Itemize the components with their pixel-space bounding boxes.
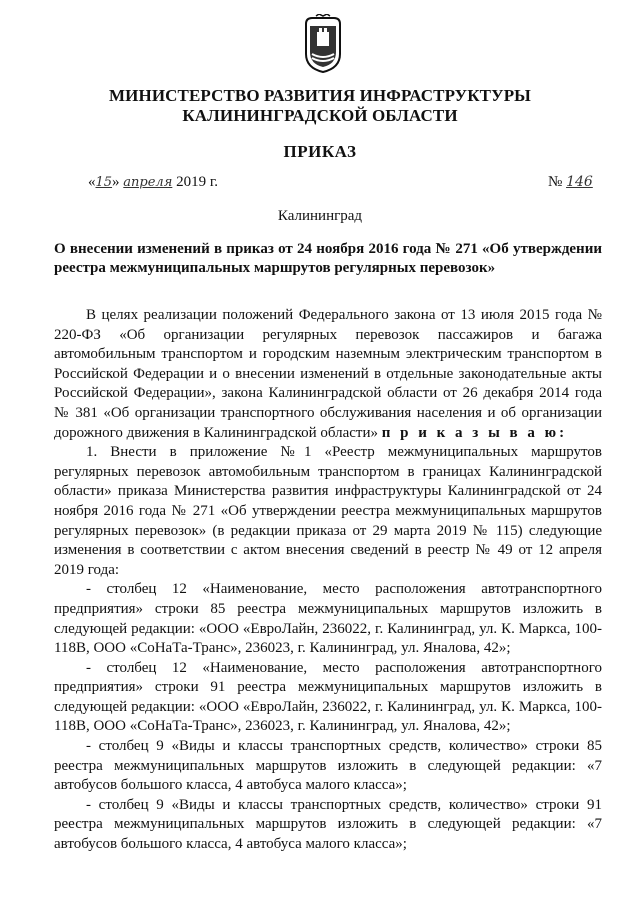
preamble-paragraph (54, 306, 602, 443)
document-type: ПРИКАЗ (283, 142, 357, 161)
coat-of-arms-icon (302, 14, 344, 74)
date-close-quote: » (112, 174, 120, 190)
number-value: 146 (566, 174, 593, 190)
date-day: 15 (95, 175, 113, 190)
list-item: - столбец 12 «Наименование, место расположения автотранспортного предприятия» строки 85 реестра межмуниципальных маршрутов изложить в следующей редакции: «ООО «ЕвроЛайн, 236022, г. Калининград, ул. К. Маркса, 100-118В, ООО «СоНаТа-Транс», 236023, г. Калининград, ул. Яналова, 42»; (54, 581, 602, 657)
preamble-text: В целях реализации положений Федерального закона от 13 июля 2015 года № 220-ФЗ «Об организации регулярных перевозок пассажиров и багажа автомобильным транспортом и городским наземным электрическим транспортом в Российской Федерации и о внесении изменений в отдельные законодательные акты Российской Федерации», закона Калининградской области от 26 декабря 2014 года № 381 «Об организации транспортного обслуживания населения и об организации дорожного движения в Калининградской области» (54, 307, 602, 441)
document-body (54, 306, 602, 855)
date-open-quote: « (88, 174, 96, 190)
list-item: - столбец 9 «Виды и классы транспортных средств, количество» строки 85 реестра межмуниципальных маршрутов изложить в следующей редакции: «7 автобусов большого класса, 4 автобуса малого класса»; (54, 738, 602, 794)
document-subject: О внесении изменений в приказ от 24 ноября 2016 года № 271 «Об утверждении реестра межмуниципальных маршрутов регулярных перевозок» (54, 241, 602, 276)
date-month: апреля (123, 175, 173, 190)
date-year: 2019 г. (176, 174, 219, 190)
order-word: п р и к а з ы в а ю: (381, 424, 568, 441)
list-item: - столбец 12 «Наименование, место расположения автотранспортного предприятия» строки 91 реестра межмуниципальных маршрутов изложить в следующей редакции: «ООО «ЕвроЛайн, 236022, г. Калининград, ул. К. Маркса, 100-118В, ООО «СоНаТа-Транс», 236023, г. Калининград, ул. Яналова, 42»; (54, 659, 602, 735)
city: Калининград (277, 208, 363, 224)
organization-name (0, 86, 640, 126)
document-date (88, 174, 218, 191)
list-item: - столбец 9 «Виды и классы транспортных средств, количество» строки 91 реестра межмуниципальных маршрутов изложить в следующей редакции: «7 автобусов большого класса, 4 автобуса малого класса»; (54, 796, 602, 853)
list-item: 1. Внести в приложение №1 «Реестр межмуниципальных маршрутов регулярных перевозок автомобильным транспортом в границах Калининградской области» приказа Министерства развития инфраструктуры Калининградской от 24 ноября 2016 года № 271 «Об утверждении реестра межмуниципальных маршрутов регулярных перевозок» (в редакции приказа от 29 марта 2019 № 115) следующие изменения в соответствии с актом внесения сведений в реестр № 49 от 12 апреля 2019 года: (54, 444, 602, 578)
org-line-1: МИНИСТЕРСТВО РАЗВИТИЯ ИНФРАСТРУКТУРЫ (109, 86, 531, 105)
document-number (548, 174, 593, 191)
number-label: № (548, 174, 563, 190)
org-line-2: КАЛИНИНГРАДСКОЙ ОБЛАСТИ (182, 106, 458, 125)
